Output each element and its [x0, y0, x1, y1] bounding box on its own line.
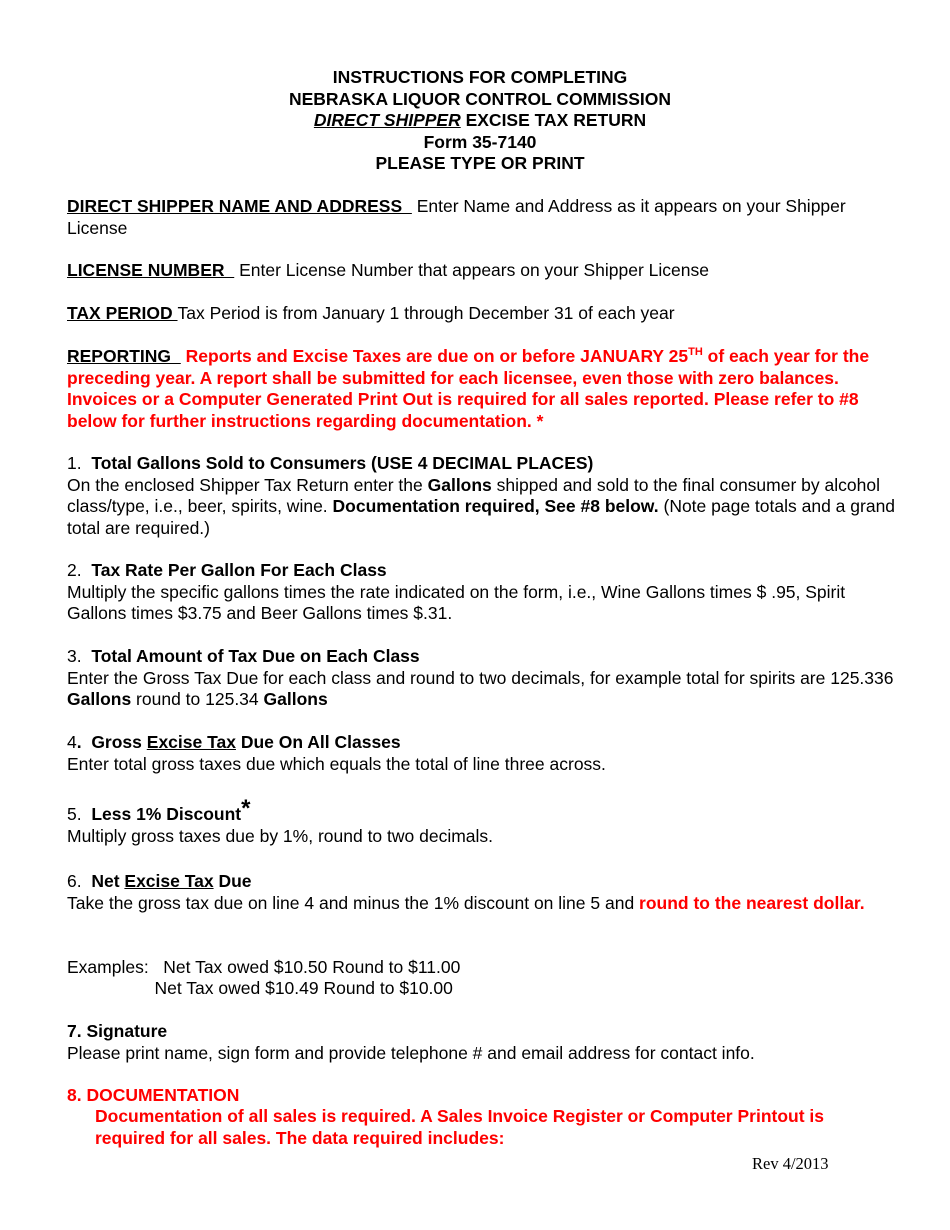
item-2-title: Tax Rate Per Gallon For Each Class [91, 560, 387, 580]
reporting-section [67, 346, 902, 432]
item-8-body [95, 1106, 895, 1149]
item-8-heading [67, 1085, 897, 1107]
example-line-1: Examples: Net Tax owed $10.50 Round to $11.00 [67, 957, 461, 977]
tax-period-heading: TAX PERIOD [67, 303, 178, 323]
item-5-heading [67, 795, 897, 826]
document-title [0, 67, 950, 175]
item-1-text-3: (Note page totals and a grand total are required.) [67, 496, 896, 538]
reporting-text-2: of each year for the preceding year. A report shall be submitted for each licensee, even those with zero balances. Invoices or a Computer Generated Print Out is required for all sales reported. Please refer to #8 below for further instructions regarding documentation. * [67, 346, 870, 431]
item-6-round-note: round to the nearest dollar. [639, 892, 865, 913]
item-1-text-2: shipped and sold to the final consumer by alcohol class/type, i.e., beer, spirits, wine. [67, 474, 880, 516]
item-3-heading [67, 646, 897, 668]
title-line-1: INSTRUCTIONS FOR COMPLETING [332, 67, 628, 87]
item-5-asterisk: * [241, 795, 251, 822]
item-3-title: Total Amount of Tax Due on Each Class [91, 646, 420, 666]
item-3-number: 3. [67, 646, 92, 666]
item-1-heading [67, 453, 897, 475]
reporting-text-1: Reports and Excise Taxes are due on or before JANUARY 25 [180, 346, 689, 366]
shipper-name-heading: DIRECT SHIPPER NAME AND ADDRESS [67, 196, 412, 216]
item-7-body: Please print name, sign form and provide telephone # and email address for contact info. [67, 1042, 755, 1063]
item-5-section [67, 795, 897, 847]
shipper-name-section [67, 196, 897, 239]
item-1-text-1: On the enclosed Shipper Tax Return enter the [67, 474, 428, 495]
item-1-body [67, 475, 897, 540]
title-type-or-print: PLEASE TYPE OR PRINT [375, 153, 585, 173]
item-5-number: 5. [67, 804, 92, 824]
reporting-heading: REPORTING [67, 346, 181, 366]
item-1-section [67, 453, 897, 539]
item-6-heading [67, 871, 897, 893]
item-6-number: 6. [67, 871, 92, 891]
title-direct-shipper: DIRECT SHIPPER [313, 110, 461, 130]
item-5-body: Multiply gross taxes due by 1%, round to two decimals. [67, 825, 494, 846]
item-6-title-excise-tax: Excise Tax [124, 871, 214, 891]
item-2-number: 2. [67, 560, 92, 580]
item-5-title: Less 1% Discount [91, 804, 242, 824]
item-3-gallons-2: Gallons [263, 689, 328, 709]
license-number-section [67, 260, 897, 282]
title-line-2: NEBRASKA LIQUOR CONTROL COMMISSION [288, 88, 672, 109]
item-4-title-1: . Gross [76, 732, 147, 752]
item-3-gallons-1: Gallons [67, 689, 132, 709]
item-6-title-3: Due [213, 871, 252, 891]
shipper-name-text: Enter Name and Address as it appears on your Shipper License [67, 196, 846, 238]
item-6-title-1: Net [91, 871, 125, 891]
item-3-text-2: round to 125.34 [131, 689, 264, 709]
item-8-text: Documentation of all sales is required. A Sales Invoice Register or Computer Printout is required for all sales. The data required includes: [95, 1106, 825, 1148]
title-line-3 [0, 110, 950, 132]
item-6-section [67, 871, 897, 914]
item-2-body: Multiply the specific gallons times the rate indicated on the form, i.e., Wine Gallons times $ .95, Spirit Gallons times $3.75 and Beer Gallons times $.31. [67, 581, 846, 623]
item-4-body: Enter total gross taxes due which equals the total of line three across. [67, 753, 606, 774]
item-6-text: Take the gross tax due on line 4 and minus the 1% discount on line 5 and [67, 892, 640, 913]
item-2-heading [67, 560, 897, 582]
item-4-title-excise-tax: Excise Tax [146, 732, 236, 752]
item-6-body [67, 893, 897, 915]
item-7-section [67, 1021, 897, 1064]
item-4-number: 4 [67, 732, 77, 752]
item-8-title: 8. DOCUMENTATION [67, 1085, 240, 1105]
item-1-title: Total Gallons Sold to Consumers (USE 4 DECIMAL PLACES) [91, 453, 594, 473]
tax-period-section [67, 303, 897, 325]
title-excise-tax-return: EXCISE TAX RETURN [460, 110, 647, 130]
tax-period-text: Tax Period is from January 1 through December 31 of each year [177, 303, 675, 323]
item-1-documentation-note: Documentation required, See #8 below. [332, 496, 659, 516]
reporting-superscript: TH [688, 346, 703, 359]
example-line-2: Net Tax owed $10.49 Round to $10.00 [67, 978, 453, 998]
license-number-heading: LICENSE NUMBER [67, 260, 235, 280]
item-1-number: 1. [67, 453, 92, 473]
item-4-heading [67, 732, 897, 754]
license-number-text: Enter License Number that appears on your Shipper License [234, 260, 709, 280]
item-2-section [67, 560, 897, 625]
item-3-section [67, 646, 897, 711]
item-3-text-1: Enter the Gross Tax Due for each class and round to two decimals, for example total for spirits are 125.336 [67, 667, 894, 688]
item-3-body [67, 668, 897, 711]
item-4-title-3: Due On All Classes [235, 732, 401, 752]
title-form-number: Form 35-7140 [423, 131, 537, 152]
revision-date: Rev 4/2013 [752, 1154, 829, 1173]
item-4-section [67, 732, 897, 775]
item-1-gallons: Gallons [427, 474, 492, 495]
item-7-heading: 7. Signature [67, 1021, 168, 1041]
